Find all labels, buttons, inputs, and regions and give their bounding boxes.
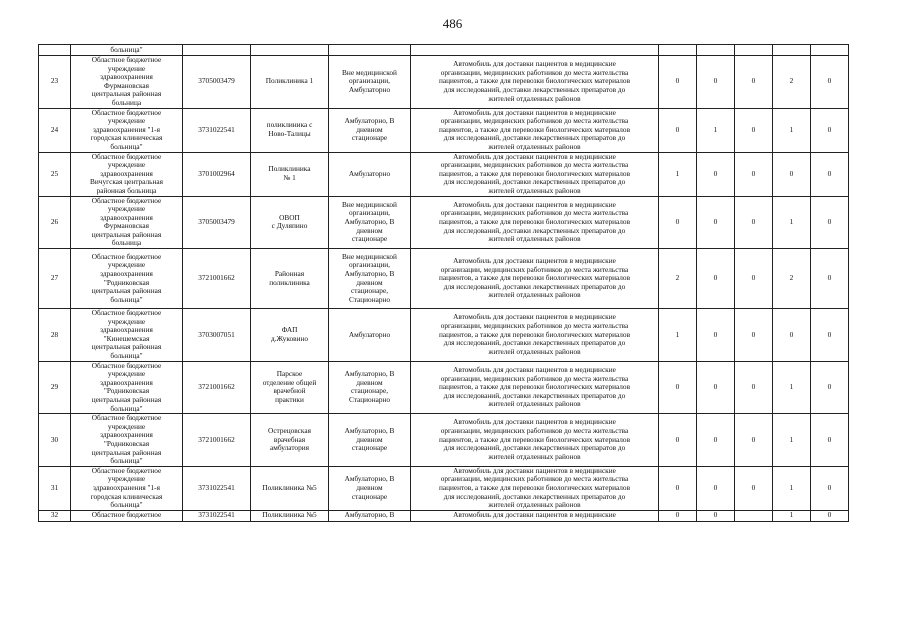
description-cell — [411, 45, 659, 56]
organization-cell: больница" — [71, 45, 183, 56]
inn-cell: 3705003479 — [183, 56, 251, 109]
value-cell: 0 — [735, 361, 773, 414]
value-cell: 0 — [735, 414, 773, 467]
value-cell: 0 — [773, 152, 811, 196]
organization-cell: Областное бюджетное — [71, 510, 183, 521]
inn-cell: 3701002964 — [183, 152, 251, 196]
value-cell: 0 — [735, 309, 773, 362]
value-cell: 0 — [697, 196, 735, 249]
value-cell: 0 — [811, 249, 849, 309]
row-number-cell: 26 — [39, 196, 71, 249]
inn-cell: 3721001662 — [183, 249, 251, 309]
value-cell: 0 — [811, 466, 849, 510]
organization-cell: Областное бюджетное учреждение здравоохранения "Родниковская центральная районная больница" — [71, 249, 183, 309]
row-number-cell: 31 — [39, 466, 71, 510]
value-cell: 0 — [697, 56, 735, 109]
value-cell: 0 — [811, 361, 849, 414]
description-cell: Автомобиль для доставки пациентов в медицинские организации, медицинских работников до места жительства пациентов, а также для перевозки биологических материалов для исследований, доставки лекарственных препаратов до жителей отдаленных районов — [411, 196, 659, 249]
value-cell: 0 — [697, 414, 735, 467]
table-row — [39, 108, 849, 152]
value-cell: 2 — [773, 56, 811, 109]
value-cell — [773, 45, 811, 56]
table-row — [39, 249, 849, 309]
care-type-cell: Вне медицинской организации, Амбулаторно — [329, 56, 411, 109]
care-type-cell: Амбулаторно — [329, 152, 411, 196]
value-cell: 0 — [659, 466, 697, 510]
value-cell: 0 — [659, 108, 697, 152]
organization-cell: Областное бюджетное учреждение здравоохранения "Родниковская центральная районная больница" — [71, 414, 183, 467]
organization-cell: Областное бюджетное учреждение здравоохранения Фурмановская центральная районная больница — [71, 196, 183, 249]
value-cell: 0 — [811, 196, 849, 249]
value-cell: 0 — [659, 361, 697, 414]
care-type-cell: Амбулаторно, В дневном стационаре — [329, 414, 411, 467]
table-row — [39, 196, 849, 249]
table-row — [39, 361, 849, 414]
value-cell: 1 — [773, 510, 811, 521]
unit-cell: Районная поликлиника — [251, 249, 329, 309]
value-cell: 2 — [659, 249, 697, 309]
care-type-cell: Амбулаторно, В — [329, 510, 411, 521]
inn-cell: 3731022541 — [183, 466, 251, 510]
value-cell: 1 — [773, 414, 811, 467]
row-number-cell: 28 — [39, 309, 71, 362]
unit-cell: Поликлиника №5 — [251, 510, 329, 521]
unit-cell: поликлиника с Ново-Талицы — [251, 108, 329, 152]
unit-cell — [251, 45, 329, 56]
unit-cell: ОВОП с Дуляпино — [251, 196, 329, 249]
inn-cell: 3703007051 — [183, 309, 251, 362]
organization-cell: Областное бюджетное учреждение здравоохранения Вичугская центральная районная больница — [71, 152, 183, 196]
table-row-continued — [39, 45, 849, 56]
value-cell: 1 — [773, 108, 811, 152]
value-cell: 0 — [811, 309, 849, 362]
unit-cell: Поликлиника № 1 — [251, 152, 329, 196]
value-cell: 0 — [697, 466, 735, 510]
table-row — [39, 466, 849, 510]
table-row-partial — [39, 510, 849, 521]
table-row — [39, 152, 849, 196]
description-cell: Автомобиль для доставки пациентов в медицинские организации, медицинских работников до места жительства пациентов, а также для перевозки биологических материалов для исследований, доставки лекарственных препаратов до жителей отдаленных районов — [411, 108, 659, 152]
description-cell: Автомобиль для доставки пациентов в медицинские организации, медицинских работников до места жительства пациентов, а также для перевозки биологических материалов для исследований, доставки лекарственных препаратов до жителей отдаленных районов — [411, 56, 659, 109]
page-number: 486 — [442, 16, 463, 31]
value-cell: 1 — [773, 361, 811, 414]
description-cell: Автомобиль для доставки пациентов в медицинские организации, медицинских работников до места жительства пациентов, а также для перевозки биологических материалов для исследований, доставки лекарственных препаратов до жителей отдаленных районов — [411, 466, 659, 510]
value-cell: 0 — [697, 309, 735, 362]
value-cell: 0 — [773, 309, 811, 362]
value-cell: 1 — [659, 309, 697, 362]
care-type-cell: Амбулаторно, В дневном стационаре, Стационарно — [329, 361, 411, 414]
inn-cell: 3721001662 — [183, 414, 251, 467]
value-cell: 0 — [811, 56, 849, 109]
value-cell: 0 — [697, 510, 735, 521]
inn-cell: 3705003479 — [183, 196, 251, 249]
table-row — [39, 309, 849, 362]
inn-cell: 3731022541 — [183, 108, 251, 152]
description-cell: Автомобиль для доставки пациентов в медицинские организации, медицинских работников до места жительства пациентов, а также для перевозки биологических материалов для исследований, доставки лекарственных препаратов до жителей отдаленных районов — [411, 361, 659, 414]
organization-cell: Областное бюджетное учреждение здравоохранения "1-я городская клиническая больница" — [71, 466, 183, 510]
value-cell: 0 — [735, 466, 773, 510]
care-type-cell — [329, 45, 411, 56]
row-number-cell: 32 — [39, 510, 71, 521]
inn-cell: 3721001662 — [183, 361, 251, 414]
care-type-cell: Амбулаторно, В дневном стационаре — [329, 466, 411, 510]
value-cell: 0 — [697, 249, 735, 309]
value-cell: 0 — [735, 56, 773, 109]
unit-cell: Парское отделение общей врачебной практики — [251, 361, 329, 414]
unit-cell: Поликлиника 1 — [251, 56, 329, 109]
row-number-cell: 30 — [39, 414, 71, 467]
unit-cell: Острецовская врачебная амбулатория — [251, 414, 329, 467]
value-cell — [735, 510, 773, 521]
row-number-cell: 24 — [39, 108, 71, 152]
description-cell: Автомобиль для доставки пациентов в медицинские организации, медицинских работников до места жительства пациентов, а также для перевозки биологических материалов для исследований, доставки лекарственных препаратов до жителей отдаленных районов — [411, 414, 659, 467]
value-cell: 0 — [659, 196, 697, 249]
table-row — [39, 414, 849, 467]
value-cell: 0 — [735, 249, 773, 309]
value-cell: 0 — [811, 152, 849, 196]
value-cell — [659, 45, 697, 56]
value-cell: 0 — [659, 56, 697, 109]
organization-cell: Областное бюджетное учреждение здравоохранения "1-я городская клиническая больница" — [71, 108, 183, 152]
inn-cell: 3731022541 — [183, 510, 251, 521]
description-cell: Автомобиль для доставки пациентов в медицинские организации, медицинских работников до места жительства пациентов, а также для перевозки биологических материалов для исследований, доставки лекарственных препаратов до жителей отдаленных районов — [411, 152, 659, 196]
care-type-cell: Вне медицинской организации, Амбулаторно, В дневном стационаре — [329, 196, 411, 249]
value-cell: 0 — [811, 510, 849, 521]
unit-cell: ФАП д.Жуковино — [251, 309, 329, 362]
value-cell: 0 — [735, 196, 773, 249]
care-type-cell: Амбулаторно — [329, 309, 411, 362]
value-cell: 2 — [773, 249, 811, 309]
row-number-cell: 29 — [39, 361, 71, 414]
row-number-cell: 25 — [39, 152, 71, 196]
value-cell: 0 — [697, 361, 735, 414]
value-cell: 0 — [811, 108, 849, 152]
value-cell: 0 — [659, 414, 697, 467]
table-row — [39, 56, 849, 109]
value-cell: 1 — [773, 466, 811, 510]
row-number-cell: 27 — [39, 249, 71, 309]
unit-cell: Поликлиника №5 — [251, 466, 329, 510]
value-cell: 0 — [659, 510, 697, 521]
value-cell: 0 — [735, 152, 773, 196]
organization-cell: Областное бюджетное учреждение здравоохранения Фурмановская центральная районная больница — [71, 56, 183, 109]
description-cell: Автомобиль для доставки пациентов в медицинские организации, медицинских работников до места жительства пациентов, а также для перевозки биологических материалов для исследований, доставки лекарственных препаратов до жителей отдаленных районов — [411, 249, 659, 309]
row-number-cell: 23 — [39, 56, 71, 109]
organization-cell: Областное бюджетное учреждение здравоохранения "Родниковская центральная районная больница" — [71, 361, 183, 414]
value-cell — [735, 45, 773, 56]
organization-cell: Областное бюджетное учреждение здравоохранения "Кинешемская центральная районная больница" — [71, 309, 183, 362]
description-cell: Автомобиль для доставки пациентов в медицинские организации, медицинских работников до места жительства пациентов, а также для перевозки биологических материалов для исследований, доставки лекарственных препаратов до жителей отдаленных районов — [411, 309, 659, 362]
description-cell: Автомобиль для доставки пациентов в медицинские — [411, 510, 659, 521]
value-cell: 1 — [659, 152, 697, 196]
value-cell — [697, 45, 735, 56]
value-cell: 0 — [735, 108, 773, 152]
value-cell — [811, 45, 849, 56]
row-number-cell — [39, 45, 71, 56]
vehicles-table — [38, 44, 849, 522]
care-type-cell: Вне медицинской организации, Амбулаторно, В дневном стационаре, Стационарно — [329, 249, 411, 309]
value-cell: 0 — [811, 414, 849, 467]
value-cell: 0 — [697, 152, 735, 196]
value-cell: 1 — [773, 196, 811, 249]
care-type-cell: Амбулаторно, В дневном стационаре — [329, 108, 411, 152]
inn-cell — [183, 45, 251, 56]
value-cell: 1 — [697, 108, 735, 152]
